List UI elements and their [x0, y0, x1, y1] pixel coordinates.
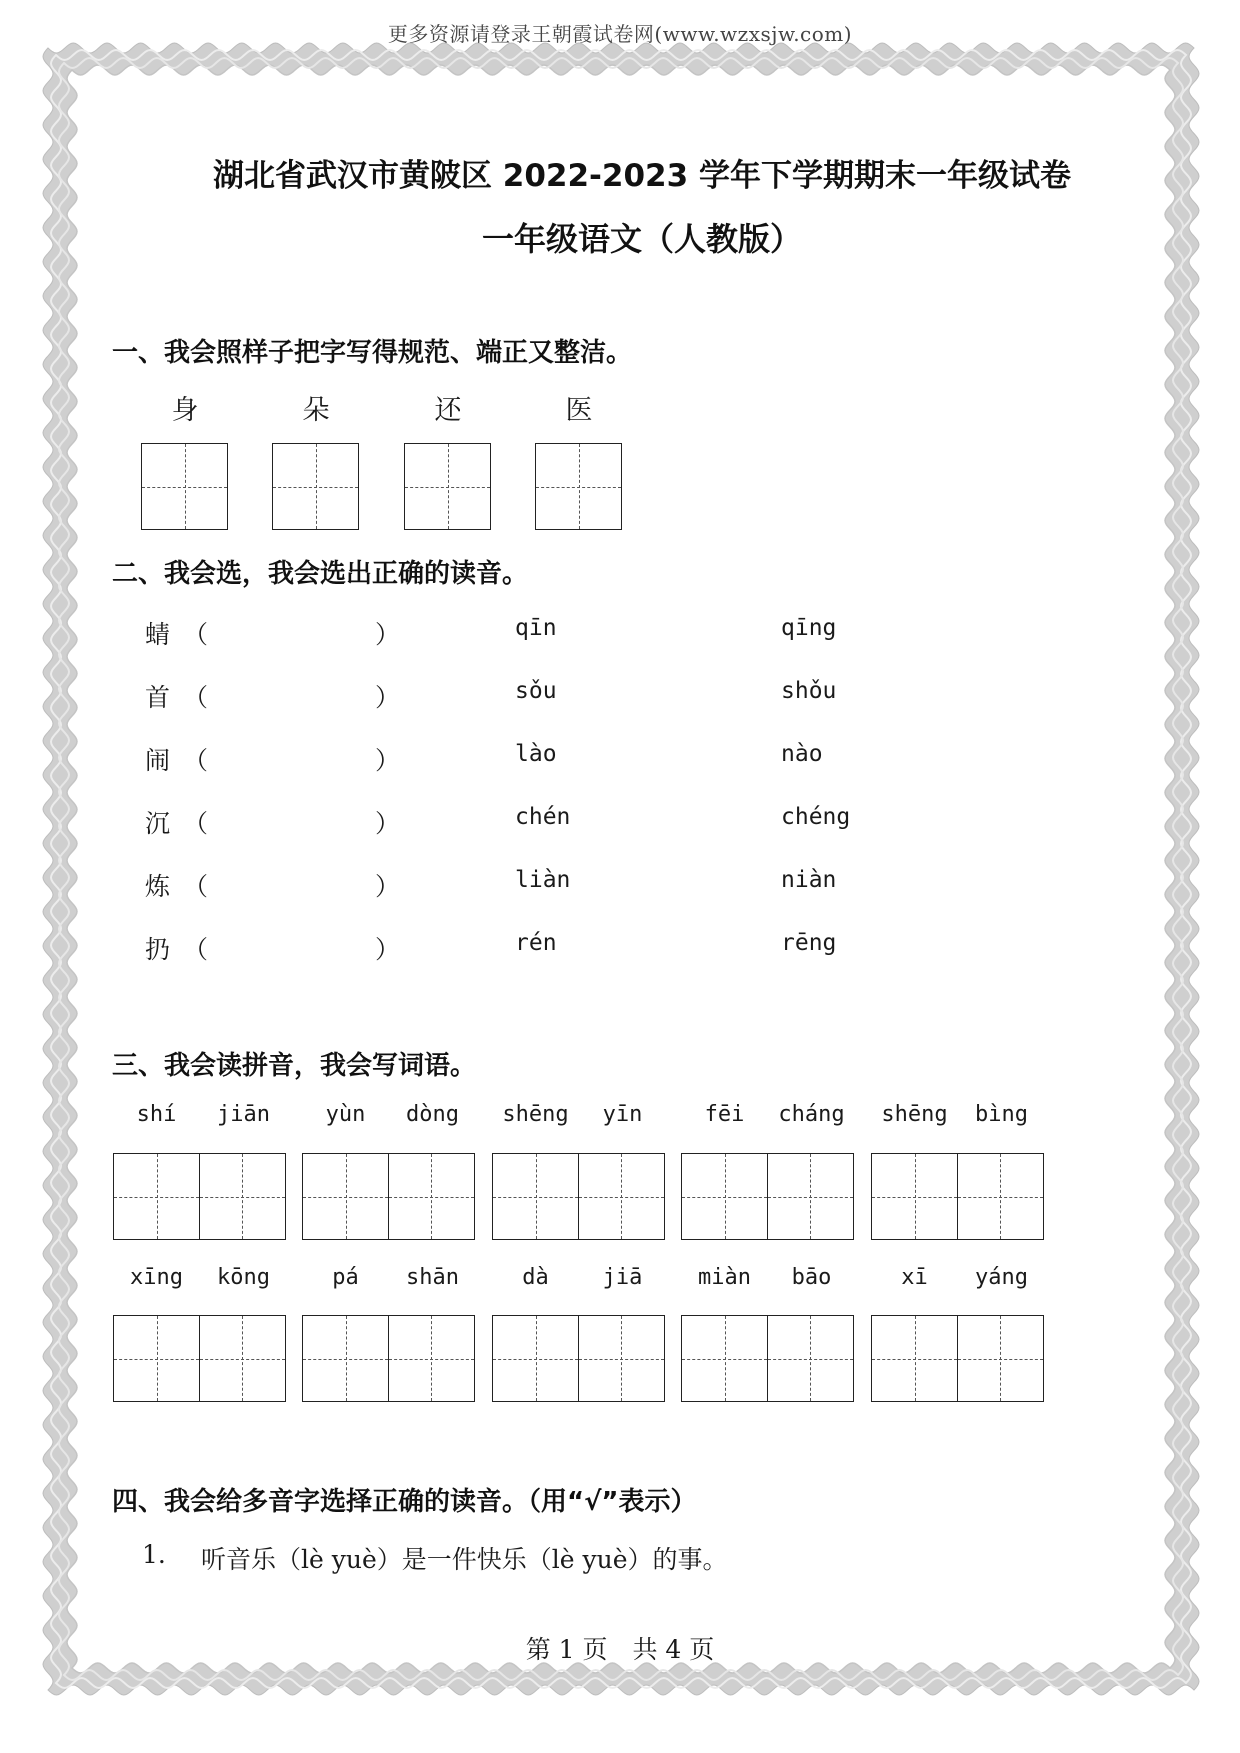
- answer-blank[interactable]: [215, 932, 375, 962]
- writing-grid-cell[interactable]: [113, 1315, 200, 1402]
- trace-char: 医: [565, 395, 593, 426]
- pinyin-option: liàn: [515, 867, 571, 893]
- pinyin-option: rēng: [781, 930, 837, 956]
- word-pinyin: pá: [332, 1265, 359, 1290]
- word-pinyin: fēi: [704, 1102, 745, 1127]
- answer-blank[interactable]: [215, 617, 375, 647]
- pinyin-option: niàn: [781, 867, 837, 893]
- word-pinyin: shēng: [881, 1102, 948, 1127]
- writing-grid-cell[interactable]: [199, 1315, 286, 1402]
- page-number: 第 1 页 共 4 页: [525, 1635, 715, 1664]
- pinyin-option: chén: [515, 804, 571, 830]
- answer-blank[interactable]: [215, 743, 375, 773]
- word-pinyin: kōng: [217, 1265, 270, 1290]
- exam-title: 湖北省武汉市黄陂区 2022-2023 学年下学期期末一年级试卷: [212, 158, 1071, 194]
- word-pinyin: yáng: [975, 1265, 1028, 1290]
- writing-grid-cell[interactable]: [767, 1315, 854, 1402]
- writing-grid-cell[interactable]: [492, 1315, 579, 1402]
- answer-paren-open: （: [183, 746, 209, 775]
- site-watermark: 更多资源请登录王朝霞试卷网(www.wzxsjw.com): [387, 22, 853, 46]
- word-pinyin: cháng: [778, 1102, 845, 1127]
- word-pinyin: dòng: [406, 1102, 459, 1127]
- target-char: 首: [145, 683, 171, 712]
- word-pinyin: jiān: [217, 1102, 270, 1127]
- word-pinyin: yùn: [325, 1102, 366, 1127]
- target-char: 沉: [145, 809, 171, 838]
- answer-paren-close: ）: [375, 935, 401, 964]
- trace-char: 身: [171, 395, 199, 426]
- question-text: 听音乐（lè yuè）是一件快乐（lè yuè）的事。: [201, 1545, 728, 1574]
- section-2-heading: 二、我会选，我会选出正确的读音。: [112, 559, 529, 589]
- writing-grid-cell[interactable]: [113, 1153, 200, 1240]
- target-char: 扔: [145, 935, 171, 964]
- writing-grid-cell[interactable]: [388, 1153, 475, 1240]
- answer-paren-close: ）: [375, 872, 401, 901]
- pinyin-option: chéng: [781, 804, 851, 830]
- word-pinyin: yīn: [602, 1102, 643, 1127]
- writing-grid-cell[interactable]: [681, 1153, 768, 1240]
- writing-grid-cell[interactable]: [302, 1153, 389, 1240]
- writing-grid-cell[interactable]: [199, 1153, 286, 1240]
- pinyin-option: nào: [781, 741, 823, 767]
- answer-paren-open: （: [183, 620, 209, 649]
- answer-blank[interactable]: [215, 869, 375, 899]
- word-pinyin: shí: [136, 1102, 177, 1127]
- word-pinyin: bìng: [975, 1102, 1028, 1127]
- answer-paren-close: ）: [375, 683, 401, 712]
- writing-grid-cell[interactable]: [388, 1315, 475, 1402]
- answer-paren-close: ）: [375, 620, 401, 649]
- answer-blank[interactable]: [215, 680, 375, 710]
- answer-paren-close: ）: [375, 809, 401, 838]
- exam-subtitle: 一年级语文（人教版）: [481, 220, 802, 258]
- question-number: 1.: [142, 1540, 166, 1569]
- target-char: 闹: [145, 746, 171, 775]
- word-pinyin: miàn: [698, 1265, 751, 1290]
- writing-grid-cell[interactable]: [535, 443, 622, 530]
- section-1-heading: 一、我会照样子把字写得规范、端正又整洁。: [112, 338, 633, 368]
- word-pinyin: jiā: [602, 1265, 643, 1290]
- writing-grid-cell[interactable]: [141, 443, 228, 530]
- pinyin-option: sǒu: [515, 678, 557, 704]
- pinyin-option: qīng: [781, 615, 837, 641]
- word-pinyin: shēng: [502, 1102, 569, 1127]
- answer-paren-open: （: [183, 935, 209, 964]
- word-pinyin: bāo: [791, 1265, 832, 1290]
- answer-paren-close: ）: [375, 746, 401, 775]
- writing-grid-cell[interactable]: [957, 1153, 1044, 1240]
- section-4-heading: 四、我会给多音字选择正确的读音。（用“√”表示）: [112, 1487, 697, 1517]
- target-char: 炼: [145, 872, 171, 901]
- writing-grid-cell[interactable]: [404, 443, 491, 530]
- writing-grid-cell[interactable]: [681, 1315, 768, 1402]
- writing-grid-cell[interactable]: [871, 1153, 958, 1240]
- writing-grid-cell[interactable]: [767, 1153, 854, 1240]
- writing-grid-cell[interactable]: [578, 1315, 665, 1402]
- writing-grid-cell[interactable]: [578, 1153, 665, 1240]
- pinyin-option: rén: [515, 930, 557, 956]
- word-pinyin: dà: [522, 1265, 549, 1290]
- target-char: 蜻: [145, 620, 171, 649]
- writing-grid-cell[interactable]: [871, 1315, 958, 1402]
- answer-paren-open: （: [183, 683, 209, 712]
- section-3-heading: 三、我会读拼音，我会写词语。: [112, 1051, 477, 1081]
- pinyin-option: qīn: [515, 615, 557, 641]
- writing-grid-cell[interactable]: [302, 1315, 389, 1402]
- word-pinyin: shān: [406, 1265, 459, 1290]
- pinyin-option: shǒu: [781, 678, 837, 704]
- trace-char: 还: [434, 395, 462, 426]
- answer-paren-open: （: [183, 809, 209, 838]
- word-pinyin: xī: [901, 1265, 928, 1290]
- writing-grid-cell[interactable]: [492, 1153, 579, 1240]
- writing-grid-cell[interactable]: [272, 443, 359, 530]
- answer-blank[interactable]: [215, 806, 375, 836]
- writing-grid-cell[interactable]: [957, 1315, 1044, 1402]
- trace-char: 朵: [302, 395, 330, 426]
- pinyin-option: lào: [515, 741, 557, 767]
- word-pinyin: xīng: [130, 1265, 183, 1290]
- answer-paren-open: （: [183, 872, 209, 901]
